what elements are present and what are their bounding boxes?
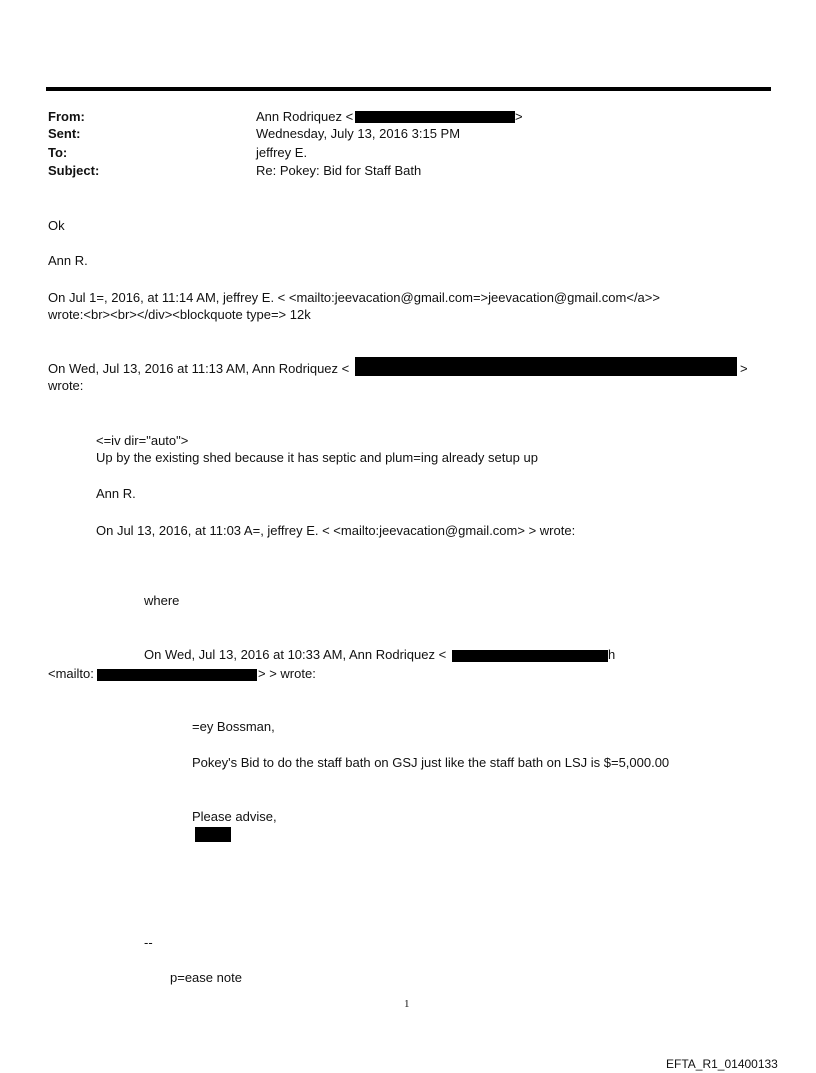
from-value: Ann Rodriquez < bbox=[256, 109, 354, 124]
redaction-box bbox=[97, 669, 257, 681]
subject-value: Re: Pokey: Bid for Staff Bath bbox=[256, 163, 422, 178]
page-number: 1 bbox=[404, 998, 410, 1010]
bid-text: Pokey's Bid to do the staff bath on GSJ just like the staff bath on LSJ is $=5,000.00 bbox=[192, 755, 670, 770]
please-note: p=ease note bbox=[170, 970, 242, 985]
redaction-box bbox=[355, 357, 737, 376]
quote4-mailto: <mailto: bbox=[48, 666, 94, 681]
to-label: To: bbox=[48, 145, 68, 160]
document-id: EFTA_R1_01400133 bbox=[666, 1057, 778, 1071]
quote1-line1: On Jul 1=, 2016, at 11:14 AM, jeffrey E. < <mailto:jeevacation@gmail.com=>jeevacation@gmail.com</a>> bbox=[48, 290, 660, 305]
div-fragment: <=iv dir="auto"> bbox=[96, 433, 189, 448]
to-value: jeffrey E. bbox=[256, 145, 308, 160]
quote4-line1: On Wed, Jul 13, 2016 at 10:33 AM, Ann Rodriquez < bbox=[144, 647, 447, 662]
redaction-box bbox=[355, 111, 515, 123]
header-divider bbox=[46, 87, 771, 91]
greeting: =ey Bossman, bbox=[192, 719, 275, 734]
quote4-wrote: > > wrote: bbox=[258, 666, 316, 681]
sent-label: Sent: bbox=[48, 126, 81, 141]
redaction-box bbox=[452, 650, 608, 662]
dash-separator: -- bbox=[144, 935, 153, 950]
subject-label: Subject: bbox=[48, 163, 100, 178]
reply-text: Ok bbox=[48, 218, 65, 233]
signature-2: Ann R. bbox=[96, 486, 136, 501]
redaction-box bbox=[195, 827, 231, 842]
advise-text: Please advise, bbox=[192, 809, 277, 824]
location-text: Up by the existing shed because it has septic and plum=ing already setup up bbox=[96, 450, 538, 465]
signature-1: Ann R. bbox=[48, 253, 88, 268]
from-close: > bbox=[515, 109, 523, 124]
quote1-line2: wrote:<br><br></div><blockquote type=> 12k bbox=[48, 307, 311, 322]
from-label: From: bbox=[48, 109, 85, 124]
where-text: where bbox=[144, 593, 180, 608]
quote2-line1: On Wed, Jul 13, 2016 at 11:13 AM, Ann Rodriquez < bbox=[48, 361, 350, 376]
quote3-line: On Jul 13, 2016, at 11:03 A=, jeffrey E. < <mailto:jeevacation@gmail.com> > wrote: bbox=[96, 523, 576, 538]
quote4-trail: h bbox=[608, 647, 616, 662]
quote2-close: > bbox=[740, 361, 748, 376]
sent-value: Wednesday, July 13, 2016 3:15 PM bbox=[256, 126, 461, 141]
quote2-line2: wrote: bbox=[48, 378, 84, 393]
